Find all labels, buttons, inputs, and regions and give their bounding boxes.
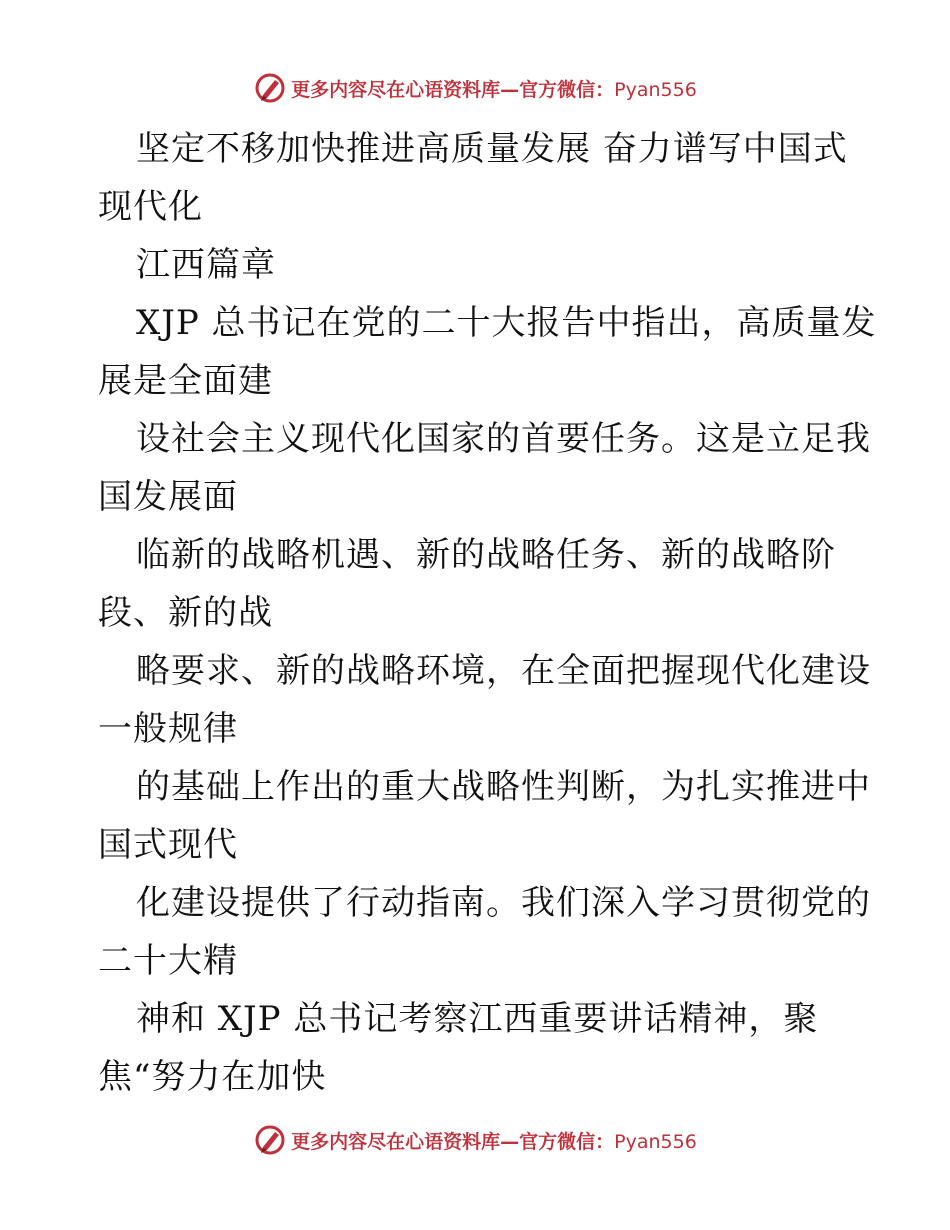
header-watermark xyxy=(0,70,950,106)
paragraph xyxy=(98,526,858,642)
paragraph-line: 段、新的战 xyxy=(98,593,273,633)
paragraph-line: 国发展面 xyxy=(98,477,238,517)
watermark-text: 更多内容尽在心语资料库—官方微信： xyxy=(291,78,615,101)
paragraph-line: 二十大精 xyxy=(98,941,238,981)
paragraph xyxy=(98,990,858,1106)
paragraph xyxy=(98,874,871,990)
paragraph-line: 略要求、新的战略环境，在全面把握现代化建设 xyxy=(136,651,871,691)
footer-watermark xyxy=(0,1122,950,1158)
paragraph-line: 现代化 xyxy=(98,187,203,227)
pen-logo-icon xyxy=(253,71,287,105)
watermark-text: 更多内容尽在心语资料库—官方微信： xyxy=(291,1130,615,1153)
paragraph-line: 展是全面建 xyxy=(98,361,273,401)
paragraph-line: 坚定不移加快推进高质量发展 奋力谱写中国式 xyxy=(136,129,848,169)
paragraph xyxy=(98,758,871,874)
paragraph-line: 神和 XJP 总书记考察江西重要讲话精神，聚 xyxy=(136,999,819,1039)
paragraph-line: 化建设提供了行动指南。我们深入学习贯彻党的 xyxy=(136,883,871,923)
paragraph-line: 国式现代 xyxy=(98,825,238,865)
paragraph xyxy=(98,120,858,236)
paragraph-line: 设社会主义现代化国家的首要任务。这是立足我 xyxy=(136,419,871,459)
paragraph xyxy=(98,642,871,758)
paragraph-line: 临新的战略机遇、新的战略任务、新的战略阶 xyxy=(136,535,836,575)
document-body xyxy=(98,120,877,1106)
paragraph-line: 的基础上作出的重大战略性判断，为扎实推进中 xyxy=(136,767,871,807)
paragraph-line: 江西篇章 xyxy=(136,245,276,285)
paragraph-line: 焦“努力在加快 xyxy=(98,1057,327,1097)
watermark-id: Pyan556 xyxy=(614,1130,697,1153)
paragraph-line: 一般规律 xyxy=(98,709,238,749)
paragraph xyxy=(98,410,871,526)
paragraph-line: XJP 总书记在党的二十大报告中指出，高质量发 xyxy=(136,303,877,343)
pen-logo-icon xyxy=(253,1123,287,1157)
paragraph xyxy=(98,294,877,410)
paragraph xyxy=(98,236,858,294)
watermark-id: Pyan556 xyxy=(614,78,697,101)
